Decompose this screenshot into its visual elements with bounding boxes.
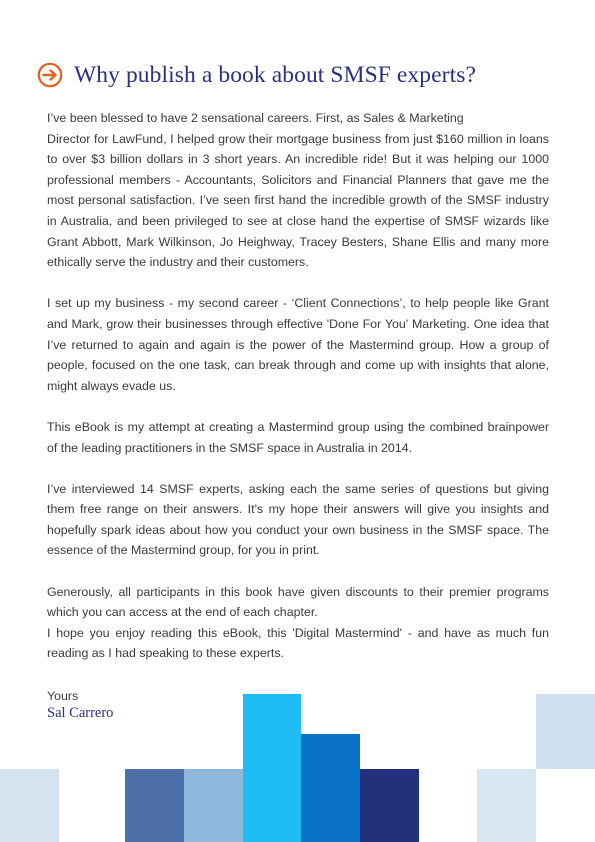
paragraph-4: I’ve interviewed 14 SMSF experts, asking each the same series of questions but giving them free range on their answers. It's my hope their answers will give you insights and hopefully spark ideas about how you conduct your own business in the SMSF space. The essence of the Mastermind group, for you in print.	[47, 481, 549, 558]
closing-text: Yours	[47, 689, 79, 703]
author-name: Sal Carrero	[47, 705, 114, 721]
arrow-right-circle-icon	[37, 62, 63, 88]
decor-block	[360, 769, 419, 842]
decor-block	[0, 769, 59, 842]
page-title: Why publish a book about SMSF experts?	[74, 61, 476, 88]
paragraph-1: Director for LawFund, I helped grow their mortgage business from just $160 million in loans to over $3 billion dollars in 3 short years. An incredible ride! But it was helping our 1000 professional members - Accountants, Solicitors and Financial Planners that gave me the most personal satisfaction. I’ve seen first hand the incredible growth of the SMSF industry in Australia, and been privileged to see at close hand the expertise of SMSF wizards like Grant Abbott, Mark Wilkinson, Jo Heighway, Tracey Besters, Shane Ellis and many more ethically serve the industry and their customers.	[47, 131, 549, 270]
paragraph-1-line-1: I’ve been blessed to have 2 sensational careers. First, as Sales & Marketing	[47, 111, 464, 125]
signoff	[47, 689, 113, 722]
paragraph-2: I set up my business - my second career - ‘Client Connections’, to help people like Grant and Mark, grow their businesses through effective 'Done For You' Marketing. One idea that I’ve returned to again and again is the power of the Mastermind group. How a group of people, focused on the one task, can break through and come up with insights that alone, might always evade us.	[47, 296, 549, 393]
decor-block	[536, 694, 595, 769]
decor-block	[301, 734, 360, 842]
decor-block	[477, 769, 536, 842]
paragraph-5a: Generously, all participants in this book have given discounts to their premier programs which you can access at the end of each chapter.	[47, 584, 549, 620]
decor-block	[184, 769, 243, 842]
decor-block	[243, 694, 301, 842]
decor-block	[125, 769, 184, 842]
body-text	[47, 108, 549, 685]
paragraph-5b: I hope you enjoy reading this eBook, this 'Digital Mastermind' - and have as much fun reading as I had speaking to these experts.	[47, 625, 549, 661]
section-heading	[37, 58, 567, 92]
paragraph-3: This eBook is my attempt at creating a Mastermind group using the combined brainpower of the leading practitioners in the SMSF space in Australia in 2014.	[47, 419, 549, 455]
